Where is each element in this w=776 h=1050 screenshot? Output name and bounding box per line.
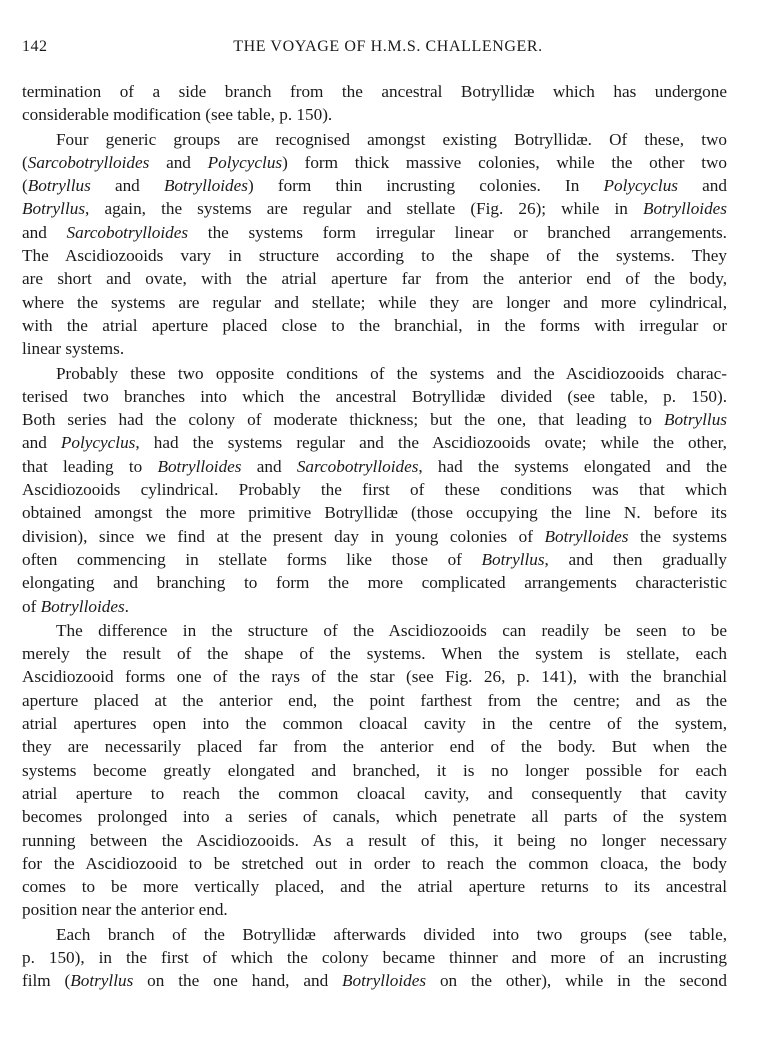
paragraph [22, 80, 727, 127]
text-line: p. 150), in the first of which the colony became thinner and more of an incrusting [22, 947, 727, 967]
text-line: where the systems are regular and stellate; while they are longer and more cylindrical, [22, 292, 727, 312]
paragraph [22, 362, 727, 618]
text-line: terised two branches into which the ancestral Botryllidæ divided (see table, p. 150). [22, 386, 727, 406]
text-line: The difference in the structure of the Ascidiozooids can readily be seen to be [56, 620, 727, 640]
text-line: Four generic groups are recognised amongst existing Botryllidæ. Of these, two [56, 129, 727, 149]
text-line: that leading to Botrylloides and Sarcobotrylloides, had the systems elongated and the [22, 456, 728, 476]
text-line: atrial aperture to reach the common cloacal cavity, and consequently that cavity [22, 783, 727, 803]
text-line: Probably these two opposite conditions of the systems and the Ascidiozooids charac- [56, 363, 727, 383]
text-line: Each branch of the Botryllidæ afterwards divided into two groups (see table, [56, 924, 727, 944]
text-line: with the atrial aperture placed close to the branchial, in the forms with irregular or [22, 315, 727, 335]
body-text [22, 80, 727, 993]
text-line: often commencing in stellate forms like those of Botryllus, and then gradually [22, 549, 727, 569]
text-line: division), since we find at the present day in young colonies of Botrylloides the systems [22, 526, 727, 546]
paragraph [22, 128, 727, 361]
text-line: Botryllus, again, the systems are regular and stellate (Fig. 26); while in Botrylloides [22, 199, 727, 219]
text-line: elongating and branching to form the more complicated arrangements characteristic [22, 573, 727, 593]
page-number: 142 [22, 38, 48, 55]
text-line: (Sarcobotrylloides and Polycyclus) form thick massive colonies, while the other two [22, 152, 727, 172]
text-line: comes to be more vertically placed, and the atrial aperture returns to its ancestral [22, 877, 727, 897]
paragraph [22, 619, 727, 922]
text-line: atrial apertures open into the common cloacal cavity in the centre of the system, [22, 714, 727, 734]
text-line: position near the anterior end. [22, 900, 228, 920]
text-line: considerable modification (see table, p. 150). [22, 105, 333, 125]
text-line: systems become greatly elongated and branched, it is no longer possible for each [22, 760, 727, 780]
text-line: film (Botryllus on the one hand, and Botrylloides on the other), while in the second [22, 971, 727, 991]
text-line: linear systems. [22, 339, 125, 359]
text-line: and Sarcobotrylloides the systems form irregular linear or branched arrangements. [22, 222, 727, 242]
page-header [22, 38, 754, 60]
text-line: they are necessarily placed far from the anterior end of the body. But when the [22, 737, 727, 757]
text-line: aperture placed at the anterior end, the point farthest from the centre; and as the [22, 690, 727, 710]
text-line: Ascidiozooids cylindrical. Probably the first of these conditions was that which [22, 480, 727, 500]
text-line: merely the result of the shape of the systems. When the system is stellate, each [22, 644, 727, 664]
text-line: are short and ovate, with the atrial aperture far from the anterior end of the body, [22, 269, 727, 289]
text-line: obtained amongst the more primitive Botryllidæ (those occupying the line N. before its [22, 503, 727, 523]
text-line: running between the Ascidiozooids. As a result of this, it being no longer necessary [22, 830, 727, 850]
text-line: The Ascidiozooids vary in structure according to the shape of the systems. They [22, 246, 727, 266]
text-line: of Botrylloides. [22, 596, 129, 616]
text-line: (Botryllus and Botrylloides) form thin incrusting colonies. In Polycyclus and [22, 176, 727, 196]
text-line: Both series had the colony of moderate thickness; but the one, that leading to Botryllus [22, 410, 727, 430]
running-head: THE VOYAGE OF H.M.S. CHALLENGER. [233, 38, 543, 55]
text-line: and Polycyclus, had the systems regular and the Ascidiozooids ovate; while the other, [22, 433, 727, 453]
text-line: for the Ascidiozooid to be stretched out in order to reach the common cloaca, the body [22, 853, 727, 873]
text-line: becomes prolonged into a series of canals, which penetrate all parts of the system [22, 807, 727, 827]
text-line: termination of a side branch from the ancestral Botryllidæ which has undergone [22, 82, 727, 101]
paragraph [22, 923, 727, 993]
text-line: Ascidiozooid forms one of the rays of the star (see Fig. 26, p. 141), with the branchial [22, 667, 727, 687]
